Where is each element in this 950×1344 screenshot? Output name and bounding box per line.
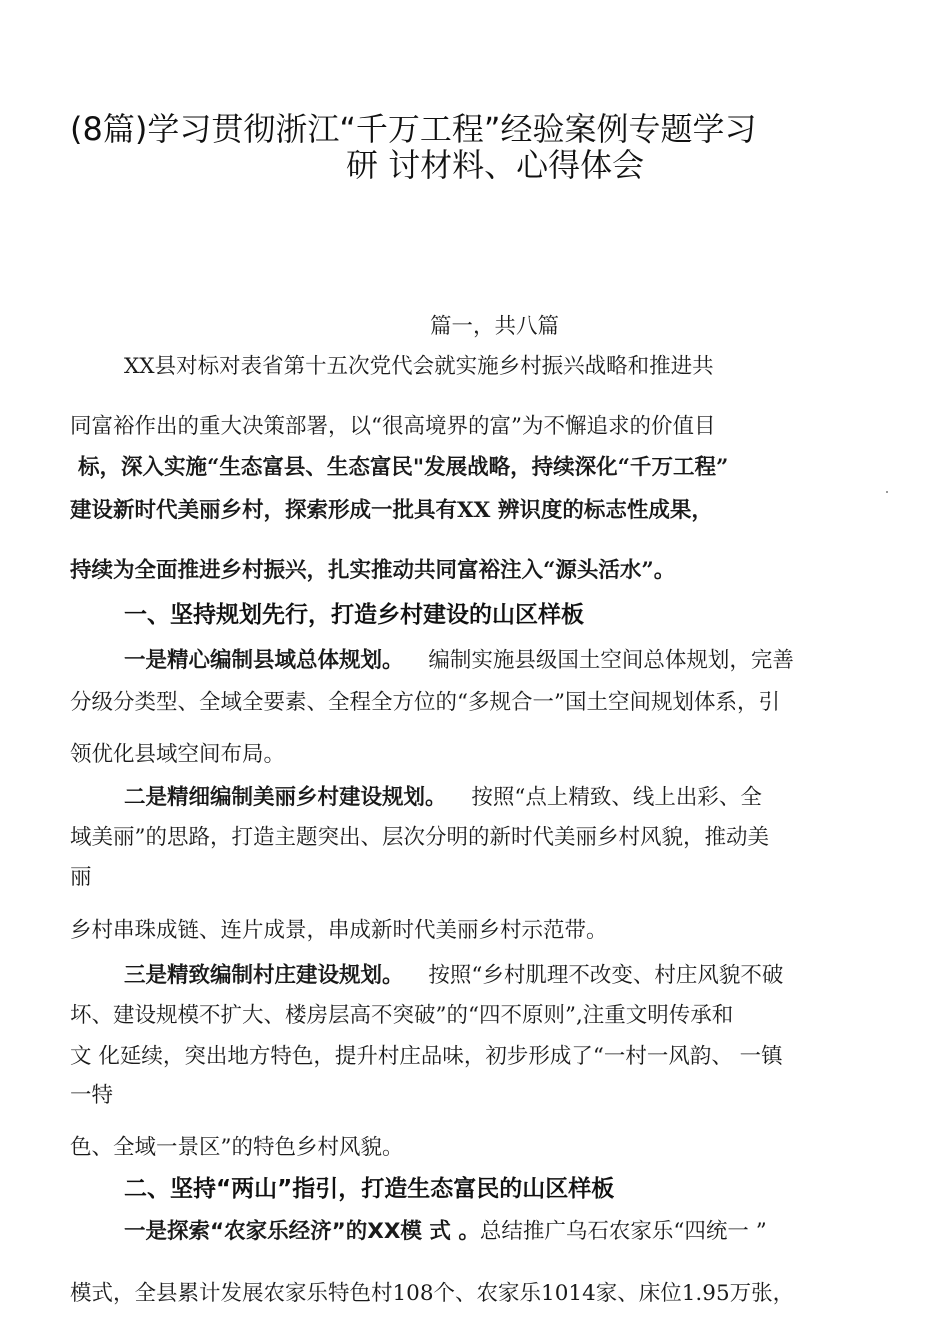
item-2-lead: 二是精细编制美丽乡村建设规划。 bbox=[124, 785, 447, 810]
item-2-line-1 bbox=[124, 780, 762, 811]
item-4-line-1 bbox=[124, 1214, 767, 1245]
paragraph-1-line-2: 同富裕作出的重大决策部署，以“很高境界的富”为不懈追求的价值目 bbox=[70, 414, 716, 439]
item-4-text: 总结推广乌石农家乐“四统一 ” bbox=[479, 1219, 767, 1244]
item-4-lead: 一是探索“农家乐经济”的XX模 式 。 bbox=[124, 1219, 480, 1244]
title-line-2: 研 讨材料、心得体会 bbox=[346, 146, 645, 184]
item-3-text: 按照“乡村肌理不改变、村庄风貌不破 bbox=[428, 963, 784, 988]
item-3-line-5: 色、全域一景区”的特色乡村风貌。 bbox=[70, 1135, 404, 1160]
section-heading-1: 一、坚持规划先行，打造乡村建设的山区样板 bbox=[124, 602, 584, 628]
item-3-lead: 三是精致编制村庄建设规划。 bbox=[124, 963, 404, 988]
paragraph-1-line-1: XX县对标对表省第十五次党代会就实施乡村振兴战略和推进共 bbox=[124, 354, 714, 379]
item-2-line-4: 乡村串珠成链、连片成景，串成新时代美丽乡村示范带。 bbox=[70, 918, 608, 943]
title-line-1: (8篇)学习贯彻浙江“千万工程”经验案例专题学习 bbox=[70, 110, 757, 148]
item-2-line-3: 丽 bbox=[70, 865, 92, 890]
paragraph-1-line-3: 标，深入实施“生态富县、生态富民"发展战略，持续深化“千万工程” bbox=[78, 455, 729, 480]
item-1-text: 编制实施县级国土空间总体规划，完善 bbox=[428, 648, 794, 673]
item-2-text: 按照“点上精致、线上出彩、全 bbox=[471, 785, 762, 810]
paragraph-1-line-4: 建设新时代美丽乡村，探索形成一批具有XX 辨识度的标志性成果， bbox=[70, 498, 713, 523]
item-3-line-4: 一特 bbox=[70, 1083, 114, 1108]
item-2-line-2: 域美丽”的思路，打造主题突出、层次分明的新时代美丽乡村风貌，推动美 bbox=[70, 825, 769, 850]
item-4-line-2: 模式，全县累计发展农家乐特色村108个、农家乐1014家、床位1.95万张， bbox=[70, 1281, 795, 1306]
item-1-lead: 一是精心编制县域总体规划。 bbox=[124, 648, 404, 673]
item-3-line-2: 坏、建设规模不扩大、楼房层高不突破”的“四不原则”,注重文明传承和 bbox=[70, 1003, 734, 1028]
item-3-line-3: 文 化延续，突出地方特色，提升村庄品味，初步形成了“一村一风韵、 一镇 bbox=[70, 1044, 783, 1069]
item-1-line-1 bbox=[124, 643, 794, 674]
item-1-line-2: 分级分类型、全域全要素、全程全方位的“多规合一”国土空间规划体系，引 bbox=[70, 690, 780, 715]
section-heading-2: 二、坚持“两山”指引，打造生态富民的山区样板 bbox=[124, 1176, 615, 1202]
item-3-line-1 bbox=[124, 958, 783, 989]
subtitle: 篇一，共八篇 bbox=[430, 314, 560, 339]
paragraph-1-line-5: 持续为全面推进乡村振兴，扎实推动共同富裕注入“源头活水”。 bbox=[70, 558, 676, 583]
item-1-line-3: 领优化县域空间布局。 bbox=[70, 742, 286, 767]
stray-mark bbox=[886, 491, 888, 493]
